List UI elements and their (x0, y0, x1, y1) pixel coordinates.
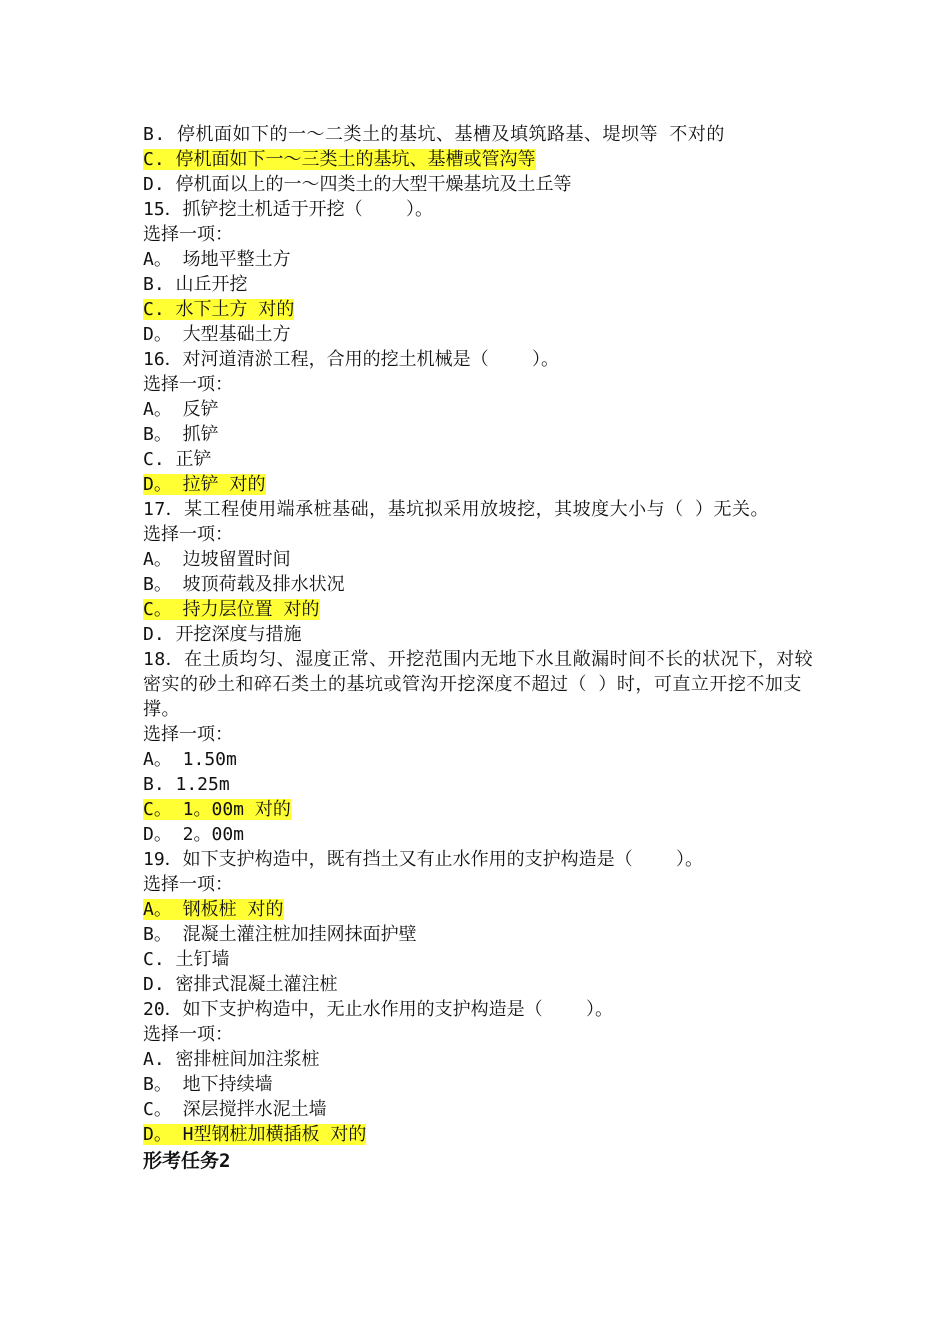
q15-stem: 15．抓铲挖土机适于开挖（ ）。 (143, 199, 434, 220)
q19-prompt: 选择一项： (143, 874, 233, 895)
q19-answer-highlight: A。 钢板桩 对的 (143, 899, 284, 920)
q15-prompt: 选择一项： (143, 224, 233, 245)
q14-option-c (143, 147, 823, 172)
q16-option-d (143, 472, 823, 497)
q16-option-a: A。 反铲 (143, 399, 219, 420)
q19-option-c: C. 土钉墙 (143, 949, 230, 970)
q17-stem: 17．某工程使用端承桩基础，基坑拟采用放坡挖，其坡度大小与（ ）无关。 (143, 499, 770, 520)
q16-option-b: B。 抓铲 (143, 424, 219, 445)
q18-answer-highlight: C。 1。00m 对的 (143, 799, 291, 820)
q17-answer-highlight: C。 持力层位置 对的 (143, 599, 320, 620)
q17-option-a: A。 边坡留置时间 (143, 549, 291, 570)
q18-option-c (143, 797, 823, 822)
q18-option-d: D。 2。00m (143, 824, 245, 845)
q15-answer-highlight: C. 水下土方 对的 (143, 299, 295, 320)
q20-prompt: 选择一项： (143, 1024, 233, 1045)
q19-option-a (143, 897, 823, 922)
q18-stem: 18．在土质均匀、湿度正常、开挖范围内无地下水且敞漏时间不长的状况下，对较密实的砂土和碎石类土的基坑或管沟开挖深度不超过（ ）时，可直立开挖不加支撑。 (143, 649, 814, 720)
q19-option-b: B。 混凝土灌注桩加挂网抹面护壁 (143, 924, 417, 945)
q20-option-d (143, 1122, 823, 1147)
q19-stem: 19．如下支护构造中，既有挡土又有止水作用的支护构造是（ ）。 (143, 849, 704, 870)
q16-answer-highlight: D。 拉铲 对的 (143, 474, 266, 495)
q17-option-b: B。 坡顶荷载及排水状况 (143, 574, 345, 595)
q14-answer-highlight: C. 停机面如下一～三类土的基坑、基槽或管沟等 (143, 149, 536, 170)
document-page (143, 122, 823, 1174)
q15-option-c (143, 297, 823, 322)
q20-option-a: A. 密排桩间加注浆桩 (143, 1049, 320, 1070)
q17-option-c (143, 597, 823, 622)
q16-stem: 16．对河道清淤工程，合用的挖土机械是（ ）。 (143, 349, 560, 370)
q17-option-d: D. 开挖深度与措施 (143, 624, 302, 645)
q16-option-c: C. 正铲 (143, 449, 212, 470)
q18-option-b: B. 1.25m (143, 774, 230, 795)
q20-stem: 20．如下支护构造中，无止水作用的支护构造是（ ）。 (143, 999, 614, 1020)
q18-option-a: A。 1.50m (143, 749, 237, 770)
q16-prompt: 选择一项： (143, 374, 233, 395)
q15-option-a: A。 场地平整土方 (143, 249, 291, 270)
q14-option-d: D. 停机面以上的一～四类土的大型干燥基坑及土丘等 (143, 174, 572, 195)
q17-prompt: 选择一项： (143, 524, 233, 545)
q18-prompt: 选择一项： (143, 724, 233, 745)
q20-answer-highlight: D。 H型钢桩加横插板 对的 (143, 1124, 367, 1145)
section-heading: 形考任务2 (143, 1150, 231, 1172)
q20-option-b: B。 地下持续墙 (143, 1074, 273, 1095)
q20-option-c: C。 深层搅拌水泥土墙 (143, 1099, 327, 1120)
q14-option-b: B. 停机面如下的一～二类土的基坑、基槽及填筑路基、堤坝等 不对的 (143, 124, 725, 145)
q15-option-d: D。 大型基础土方 (143, 324, 291, 345)
q19-option-d: D. 密排式混凝土灌注桩 (143, 974, 338, 995)
q15-option-b: B. 山丘开挖 (143, 274, 248, 295)
